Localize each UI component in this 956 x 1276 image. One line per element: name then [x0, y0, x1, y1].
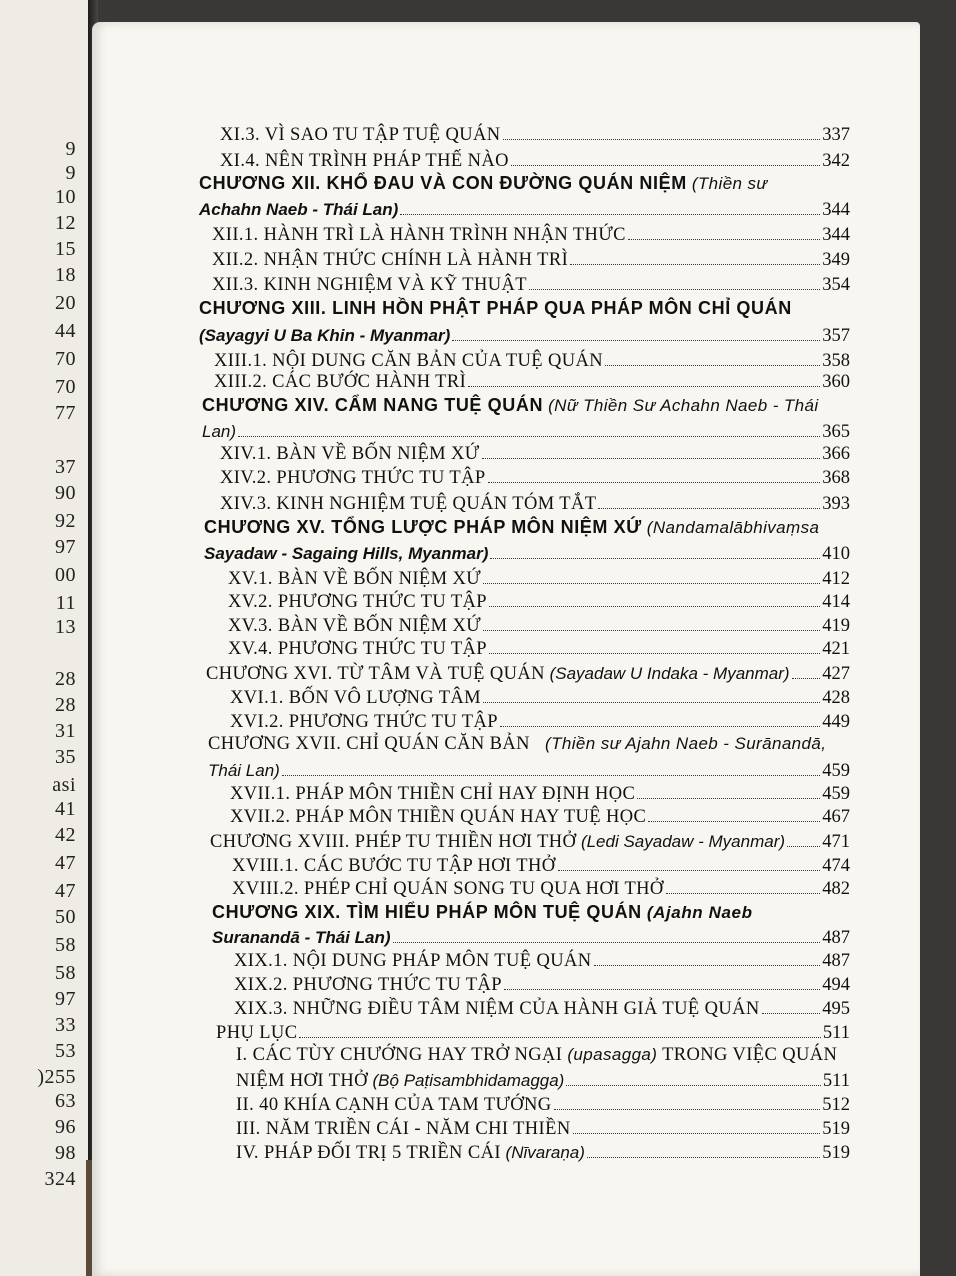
leader-dots — [792, 678, 821, 679]
toc-entry: XVII.2. PHÁP MÔN THIỀN QUÁN HAY TUỆ HỌC 467 — [230, 807, 850, 827]
toc-entry: XVI.2. PHƯƠNG THỨC TU TẬP 449 — [230, 712, 850, 732]
leader-dots — [637, 798, 820, 799]
margin-page-number: 44 — [55, 320, 76, 342]
leader-dots — [468, 386, 820, 387]
toc-entry: IV. PHÁP ĐỐI TRỊ 5 TRIỀN CÁI (Nīvaraṇa) 519 — [236, 1143, 850, 1163]
toc-entry: XV.1. BÀN VỀ BỐN NIỆM XỨ 412 — [228, 569, 850, 589]
toc-entry: CHƯƠNG XVI. TỪ TÂM VÀ TUỆ QUÁN (Sayadaw U Indaka - Myanmar) 427 — [206, 664, 850, 684]
margin-page-number: 11 — [55, 592, 76, 614]
leader-dots — [500, 726, 820, 727]
toc-entry: XV.2. PHƯƠNG THỨC TU TẬP 414 — [228, 592, 850, 612]
leader-dots — [490, 558, 820, 559]
margin-page-number: 15 — [55, 238, 76, 260]
margin-page-number: 33 — [55, 1014, 76, 1036]
leader-dots — [482, 458, 821, 459]
toc-entry: XII.2. NHẬN THỨC CHÍNH LÀ HÀNH TRÌ 349 — [212, 250, 850, 270]
leader-dots — [452, 340, 820, 341]
leader-dots — [483, 630, 820, 631]
margin-page-number: 28 — [55, 668, 76, 690]
table-of-contents — [92, 22, 920, 1276]
leader-dots — [598, 508, 820, 509]
leader-dots — [282, 775, 820, 776]
leader-dots — [489, 653, 820, 654]
leader-dots — [483, 702, 820, 703]
leader-dots — [504, 989, 820, 990]
toc-entry: CHƯƠNG XVIII. PHÉP TU THIỀN HƠI THỞ (Ledi Sayadaw - Myanmar) 471 — [210, 832, 850, 852]
margin-page-number: 58 — [55, 934, 76, 956]
margin-page-number: 77 — [55, 402, 76, 424]
margin-page-number: 90 — [55, 482, 76, 504]
margin-page-number: 42 — [55, 824, 76, 846]
toc-entry: XIX.1. NỘI DUNG PHÁP MÔN TUỆ QUÁN 487 — [234, 951, 850, 971]
leader-dots — [558, 870, 821, 871]
margin-page-number: 9 — [65, 162, 76, 184]
toc-entry: XIX.3. NHỮNG ĐIỀU TÂM NIỆM CỦA HÀNH GIẢ TUỆ QUÁN 495 — [234, 999, 850, 1019]
toc-entry: Lan) 365 — [202, 422, 850, 442]
margin-page-number: asi — [52, 774, 76, 796]
margin-page-number: 70 — [55, 376, 76, 398]
leader-dots — [238, 436, 820, 437]
margin-page-number: )255 — [37, 1066, 76, 1088]
toc-entry: NIỆM HƠI THỞ (Bộ Paṭisambhidamagga) 511 — [236, 1071, 850, 1091]
margin-page-number: 92 — [55, 510, 76, 532]
leader-dots — [787, 846, 820, 847]
toc-entry: XVII.1. PHÁP MÔN THIỀN CHỈ HAY ĐỊNH HỌC 459 — [230, 784, 850, 804]
margin-page-number: 41 — [55, 798, 76, 820]
margin-page-number: 13 — [55, 616, 76, 638]
chapter-heading: CHƯƠNG XIII. LINH HỒN PHẬT PHÁP QUA PHÁP MÔN CHỈ QUÁN — [199, 298, 792, 318]
margin-page-number: 10 — [55, 186, 76, 208]
toc-entry: Sayadaw - Sagaing Hills, Myanmar) 410 — [204, 544, 850, 564]
toc-entry: XV.4. PHƯƠNG THỨC TU TẬP 421 — [228, 639, 850, 659]
leader-dots — [483, 583, 820, 584]
toc-entry-line: I. CÁC TÙY CHƯỚNG HAY TRỞ NGẠI (upasagga) TRONG VIỆC QUÁN — [236, 1045, 838, 1065]
toc-entry: XIV.1. BÀN VỀ BỐN NIỆM XỨ 366 — [220, 444, 850, 464]
margin-page-number: 31 — [55, 720, 76, 742]
toc-entry: XII.1. HÀNH TRÌ LÀ HÀNH TRÌNH NHẬN THỨC 344 — [212, 225, 850, 245]
leader-dots — [570, 264, 820, 265]
margin-page-number: 58 — [55, 962, 76, 984]
toc-entry: XVIII.2. PHÉP CHỈ QUÁN SONG TU QUA HƠI THỞ 482 — [232, 879, 850, 899]
toc-entry: XIV.3. KINH NGHIỆM TUỆ QUÁN TÓM TẮT 393 — [220, 494, 850, 514]
toc-entry: XIV.2. PHƯƠNG THỨC TU TẬP 368 — [220, 468, 850, 488]
leader-dots — [594, 965, 821, 966]
leader-dots — [400, 214, 820, 215]
margin-page-number: 9 — [65, 138, 76, 160]
margin-page-number: 37 — [55, 456, 76, 478]
chapter-heading: CHƯƠNG XV. TỔNG LƯỢC PHÁP MÔN NIỆM XỨ (Nandamalābhivaṃsa — [204, 517, 820, 537]
leader-dots — [666, 893, 821, 894]
margin-page-number: 20 — [55, 292, 76, 314]
margin-page-number: 47 — [55, 852, 76, 874]
leader-dots — [489, 606, 820, 607]
margin-page-number: 53 — [55, 1040, 76, 1062]
leader-dots — [566, 1085, 821, 1086]
toc-entry: XII.3. KINH NGHIỆM VÀ KỸ THUẬT 354 — [212, 275, 850, 295]
chapter-heading: CHƯƠNG XIV. CẨM NANG TUỆ QUÁN (Nữ Thiền Sư Achahn Naeb - Thái — [202, 395, 819, 415]
leader-dots — [488, 482, 821, 483]
chapter-heading: CHƯƠNG XIX. TÌM HIỂU PHÁP MÔN TUỆ QUÁN (Ajahn Naeb — [212, 902, 753, 922]
leader-dots — [299, 1037, 820, 1038]
leader-dots — [628, 239, 820, 240]
toc-entry: PHỤ LỤC 511 — [216, 1023, 850, 1043]
toc-entry: XIII.1. NỘI DUNG CĂN BẢN CỦA TUỆ QUÁN 358 — [214, 351, 850, 371]
chapter-heading: CHƯƠNG XVII. CHỈ QUÁN CĂN BẢN (Thiền sư Ajahn Naeb - Surānandā, — [208, 734, 827, 754]
toc-entry: XIII.2. CÁC BƯỚC HÀNH TRÌ 360 — [214, 372, 850, 392]
toc-entry: XI.3. VÌ SAO TU TẬP TUỆ QUÁN 337 — [220, 125, 850, 145]
toc-entry: XVIII.1. CÁC BƯỚC TU TẬP HƠI THỞ 474 — [232, 856, 850, 876]
margin-page-number: 12 — [55, 212, 76, 234]
leader-dots — [762, 1013, 821, 1014]
toc-entry: (Sayagyi U Ba Khin - Myanmar) 357 — [199, 326, 850, 346]
leader-dots — [605, 365, 820, 366]
toc-entry: XV.3. BÀN VỀ BỐN NIỆM XỨ 419 — [228, 616, 850, 636]
leader-dots — [529, 289, 820, 290]
margin-page-number: 63 — [55, 1090, 76, 1112]
leader-dots — [587, 1157, 820, 1158]
toc-entry: XIX.2. PHƯƠNG THỨC TU TẬP 494 — [234, 975, 850, 995]
margin-page-number: 50 — [55, 906, 76, 928]
leader-dots — [573, 1133, 821, 1134]
toc-entry: Achahn Naeb - Thái Lan) 344 — [199, 200, 850, 220]
book-page — [92, 22, 920, 1276]
toc-entry: Thái Lan) 459 — [208, 761, 850, 781]
toc-entry: III. NĂM TRIỀN CÁI - NĂM CHI THIỀN 519 — [236, 1119, 850, 1139]
toc-entry: II. 40 KHÍA CẠNH CỦA TAM TƯỚNG 512 — [236, 1095, 850, 1115]
chapter-heading: CHƯƠNG XII. KHỔ ĐAU VÀ CON ĐƯỜNG QUÁN NIỆM (Thiền sư — [199, 173, 768, 193]
margin-page-number: 18 — [55, 264, 76, 286]
leader-dots — [511, 165, 820, 166]
margin-page-number: 324 — [44, 1168, 76, 1190]
margin-page-number: 98 — [55, 1142, 76, 1164]
toc-entry: Suranandā - Thái Lan) 487 — [212, 928, 850, 948]
toc-entry: XVI.1. BỐN VÔ LƯỢNG TÂM 428 — [230, 688, 850, 708]
margin-page-number: 35 — [55, 746, 76, 768]
margin-page-number: 97 — [55, 988, 76, 1010]
margin-page-number: 96 — [55, 1116, 76, 1138]
toc-entry: XI.4. NÊN TRÌNH PHÁP THẾ NÀO 342 — [220, 151, 850, 171]
margin-page-number: 47 — [55, 880, 76, 902]
margin-page-number: 28 — [55, 694, 76, 716]
leader-dots — [554, 1109, 821, 1110]
leader-dots — [503, 139, 821, 140]
left-page-edge — [0, 0, 90, 1276]
margin-page-number: 70 — [55, 348, 76, 370]
leader-dots — [648, 821, 820, 822]
margin-page-number: 97 — [55, 536, 76, 558]
margin-page-number: 00 — [55, 564, 76, 586]
leader-dots — [393, 942, 821, 943]
